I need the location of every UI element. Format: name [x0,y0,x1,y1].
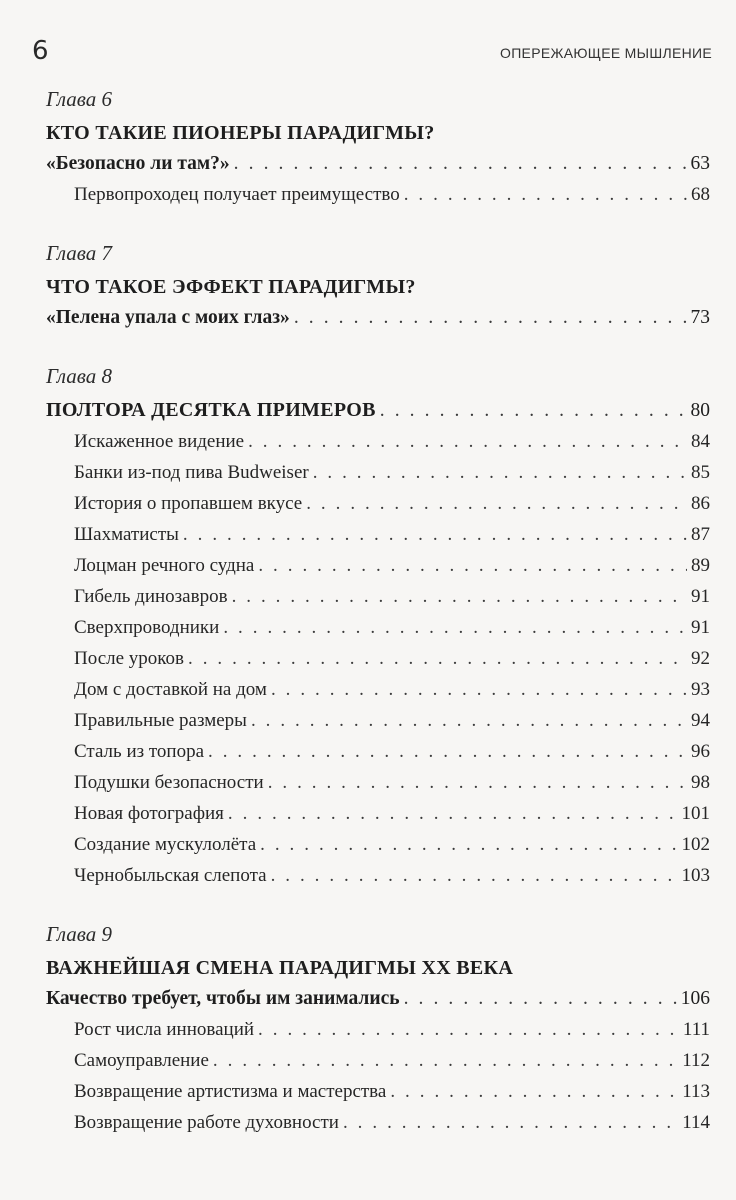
dot-leader [188,643,687,674]
dot-leader [183,519,687,550]
page-ref: 86 [691,493,710,514]
page-ref: 111 [682,1019,710,1040]
toc-entry-title: Шахматисты [74,524,179,545]
toc-entry-title: Гибель динозавров [74,586,228,607]
toc-entry[interactable] [46,179,710,210]
dot-leader [268,767,687,798]
chapter-title: ЧТО ТАКОЕ ЭФФЕКТ ПАРАДИГМЫ? [46,276,416,298]
toc-entry-title: «Безопасно ли там?» [46,153,230,174]
page-ref: 101 [681,803,710,824]
toc-entry-title: «Пелена упала с моих глаз» [46,307,290,328]
toc-entry-title: Правильные размеры [74,710,247,731]
toc-entry-title: Подушки безопасности [74,772,264,793]
page-ref: 80 [690,400,710,421]
page-ref: 103 [681,865,710,886]
page-ref: 102 [681,834,710,855]
page-ref: 114 [682,1112,710,1133]
toc-entry-title: Сталь из топора [74,741,205,762]
dot-leader [306,488,687,519]
toc-entry-title: Дом с доставкой на дом [74,679,267,700]
toc-entry[interactable] [46,1014,710,1045]
toc-entry[interactable] [46,1107,710,1138]
page-ref: 91 [691,617,710,638]
toc-entry-title: Рост числа инноваций [74,1019,255,1040]
chapter-label: Глава 6 [46,87,112,111]
toc-entry-title: Самоуправление [74,1050,209,1071]
page-ref: 92 [691,648,710,669]
toc-entry-title: Искаженное видение [74,431,245,452]
page-ref: 89 [691,555,710,576]
dot-leader [294,302,687,333]
dot-leader [228,798,678,829]
page-ref: 85 [691,462,710,483]
dot-leader [223,612,687,643]
toc-entry[interactable] [46,798,710,829]
toc-entry-title: Создание мускулолёта [74,834,257,855]
toc-entry-title: Возвращение артистизма и мастерства [74,1081,387,1102]
page-header [32,36,712,70]
page-ref: 91 [691,586,710,607]
toc-entry-title: Чернобыльская слепота [74,865,267,886]
toc-entry[interactable] [46,302,710,333]
dot-leader [271,674,687,705]
toc-entry[interactable] [46,643,710,674]
chapter-label: Глава 9 [46,922,112,946]
chapter-label: Глава 7 [46,241,112,265]
dot-leader [313,457,687,488]
page-ref: 93 [691,679,710,700]
chapter-section [46,361,710,891]
page-ref: 87 [691,524,710,545]
page-ref: 98 [691,772,710,793]
toc-entry-title: Сверхпроводники [74,617,220,638]
page-ref: 63 [690,153,710,174]
toc-entry[interactable] [46,1045,710,1076]
toc-entry[interactable] [46,612,710,643]
dot-leader [258,1014,679,1045]
dot-leader [234,148,687,179]
page-ref: 96 [691,741,710,762]
dot-leader [343,1107,678,1138]
toc-entry[interactable] [46,581,710,612]
chapter-section [46,238,710,333]
chapter-section [46,84,710,210]
toc-entry[interactable] [46,488,710,519]
toc-entry[interactable] [46,148,710,179]
dot-leader [380,395,687,426]
dot-leader [390,1076,678,1107]
running-head: ОПЕРЕЖАЮЩЕЕ МЫШЛЕНИЕ [500,45,712,61]
dot-leader [404,983,677,1014]
toc-entry-title: Качество требует, чтобы им занимались [46,988,400,1009]
toc-entry[interactable] [46,519,710,550]
page-ref: 73 [690,307,710,328]
chapter-label: Глава 8 [46,364,112,388]
page-ref: 113 [682,1081,710,1102]
chapter-title: КТО ТАКИЕ ПИОНЕРЫ ПАРАДИГМЫ? [46,122,435,144]
page-ref: 68 [691,184,710,205]
dot-leader [404,179,687,210]
toc-entry[interactable] [46,736,710,767]
dot-leader [248,426,687,457]
dot-leader [271,860,678,891]
toc-entry[interactable] [46,674,710,705]
dot-leader [213,1045,678,1076]
toc-entry-title: Возвращение работе духовности [74,1112,339,1133]
toc-entry-title: Лоцман речного судна [74,555,255,576]
chapter-title: ВАЖНЕЙШАЯ СМЕНА ПАРАДИГМЫ XX ВЕКА [46,957,514,979]
toc-entry[interactable] [46,767,710,798]
dot-leader [208,736,687,767]
toc-entry[interactable] [46,550,710,581]
toc-entry[interactable] [46,426,710,457]
chapter-title: ПОЛТОРА ДЕСЯТКА ПРИМЕРОВ [46,399,376,421]
page-number: 6 [32,36,49,66]
page-ref: 112 [682,1050,710,1071]
page-ref: 84 [691,431,710,452]
table-of-contents [46,84,710,1166]
dot-leader [232,581,687,612]
toc-entry-title: После уроков [74,648,185,669]
toc-entry[interactable] [46,457,710,488]
page-ref: 106 [680,988,710,1009]
dot-leader [258,550,687,581]
toc-entry[interactable] [46,705,710,736]
toc-entry[interactable] [46,860,710,891]
dot-leader [260,829,677,860]
chapter-section [46,919,710,1138]
toc-entry-title: История о пропавшем вкусе [74,493,303,514]
toc-entry[interactable] [46,983,710,1014]
dot-leader [251,705,687,736]
toc-entry-title: Новая фотография [74,803,224,824]
toc-entry-title: Первопроходец получает преимущество [74,184,400,205]
chapter-title-line[interactable] [46,395,710,426]
toc-entry[interactable] [46,1076,710,1107]
toc-entry[interactable] [46,829,710,860]
page-ref: 94 [691,710,710,731]
toc-entry-title: Банки из-под пива Budweiser [74,462,309,483]
